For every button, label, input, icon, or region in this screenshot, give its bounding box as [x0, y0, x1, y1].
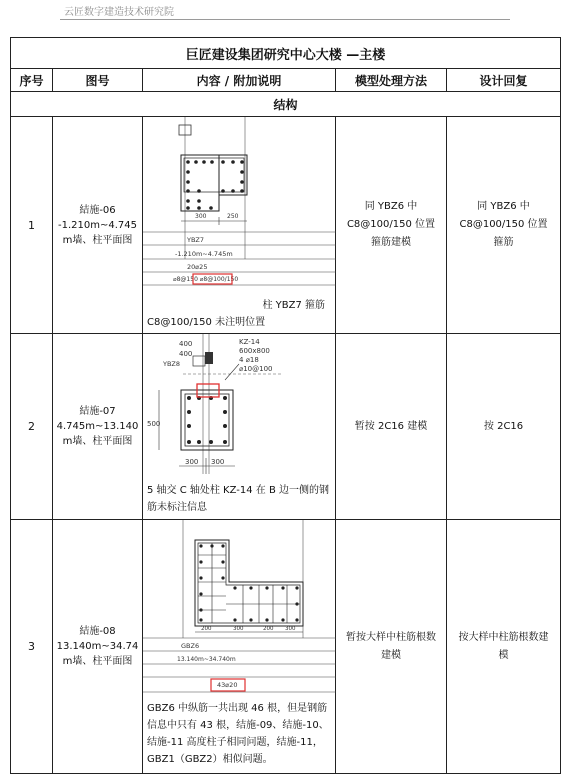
- col-header-tuhao: 图号: [53, 69, 143, 92]
- elevation-label: 13.140m~34.740m: [177, 656, 236, 663]
- ybz7-section-drawing: [143, 117, 336, 297]
- dim-label: 250: [227, 213, 239, 220]
- kz14-section-drawing: [143, 334, 336, 482]
- row-desc: [143, 297, 335, 333]
- dim-label: 200: [263, 626, 274, 632]
- bars-label: 43⌀20: [217, 681, 238, 689]
- column-label: YBZ7: [187, 236, 205, 244]
- dim-label: 300: [185, 458, 199, 466]
- row-desc: GBZ6 中纵筋一共出现 46 根，但是钢筋信息中只有 43 根，结施-09、结施-10、结施-11 高度柱子相同问题，结施-11，GBZ1（GBZ2）相似问题。: [147, 703, 329, 765]
- desc-line: 柱 YBZ7 箍筋: [262, 300, 325, 311]
- dim-label: 300: [195, 213, 207, 220]
- section-title: 结构: [11, 92, 561, 117]
- row-desc: 5 轴交 C 轴处柱 KZ-14 在 B 边一侧的钢筋未标注信息: [147, 485, 330, 513]
- tuhao-line: 結施-08: [79, 626, 116, 637]
- tuhao-line: 結施-07: [79, 406, 116, 417]
- row-reply: 同 YBZ6 中 C8@100/150 位置箍筋: [447, 117, 561, 334]
- dim-label: 400: [179, 350, 193, 358]
- dim-label: 300: [285, 626, 296, 632]
- dim-label: 200: [201, 626, 212, 632]
- row-content: [143, 334, 336, 520]
- row-no: 1: [11, 117, 53, 334]
- row-reply: 按 2C16: [447, 334, 561, 520]
- col-header-reply: 设计回复: [447, 69, 561, 92]
- row-content: [143, 117, 336, 334]
- stirrup-label: ⌀8@150 ⌀8@100/150: [173, 276, 239, 283]
- tuhao-line: 4.745m~13.140: [56, 421, 139, 432]
- table-header-row: [11, 69, 561, 92]
- table-row: [11, 334, 561, 520]
- kz-size: 600x800: [239, 347, 270, 355]
- row-method: 暂按大样中柱筋根数建模: [336, 520, 447, 774]
- tuhao-line: m墙、柱平面图: [62, 234, 133, 246]
- kz-stirrup: ⌀10@100: [239, 365, 273, 373]
- row-no: 2: [11, 334, 53, 520]
- col-header-no: 序号: [11, 69, 53, 92]
- row-tuhao: [53, 334, 143, 520]
- col-header-method: 模型处理方法: [336, 69, 447, 92]
- dim-label: 300: [233, 626, 244, 632]
- table-row: [11, 117, 561, 334]
- table-row: [11, 520, 561, 774]
- desc-line: C8@100/150 未注明位置: [147, 317, 266, 328]
- dim-label: 400: [179, 340, 193, 348]
- bars-label: 20⌀25: [187, 263, 208, 271]
- tuhao-line: m墙、柱平面图: [62, 656, 133, 667]
- col-header-content: 内容 / 附加说明: [143, 69, 336, 92]
- dim-label: 300: [211, 458, 225, 466]
- gbz6-section-drawing: [143, 520, 336, 700]
- kz-bars: 4 ⌀18: [239, 356, 259, 364]
- header-institute: 云匠数字建造技术研究院: [64, 7, 174, 18]
- tuhao-line: -1.210m~4.745: [58, 219, 137, 231]
- row-no: 3: [11, 520, 53, 774]
- ybz-label: YBZ8: [163, 360, 181, 368]
- issue-table: [10, 37, 561, 774]
- tuhao-line: 13.140m~34.74: [56, 641, 139, 652]
- row-method: 暂按 2C16 建模: [336, 334, 447, 520]
- tuhao-line: 結施-06: [79, 204, 116, 216]
- tuhao-line: m墙、柱平面图: [62, 436, 133, 447]
- row-method: 同 YBZ6 中 C8@100/150 位置箍筋建模: [336, 117, 447, 334]
- table-title: 巨匠建设集团研究中心大楼 —主楼: [11, 38, 561, 69]
- row-tuhao: [53, 117, 143, 334]
- header-rule: [60, 19, 510, 20]
- column-label: GBZ6: [181, 642, 200, 650]
- elevation-label: -1.210m~4.745m: [175, 250, 233, 258]
- dim-label: 500: [147, 420, 161, 428]
- row-reply: 按大样中柱筋根数建模: [447, 520, 561, 774]
- kz-name: KZ-14: [239, 338, 260, 346]
- row-content: [143, 520, 336, 774]
- row-tuhao: [53, 520, 143, 774]
